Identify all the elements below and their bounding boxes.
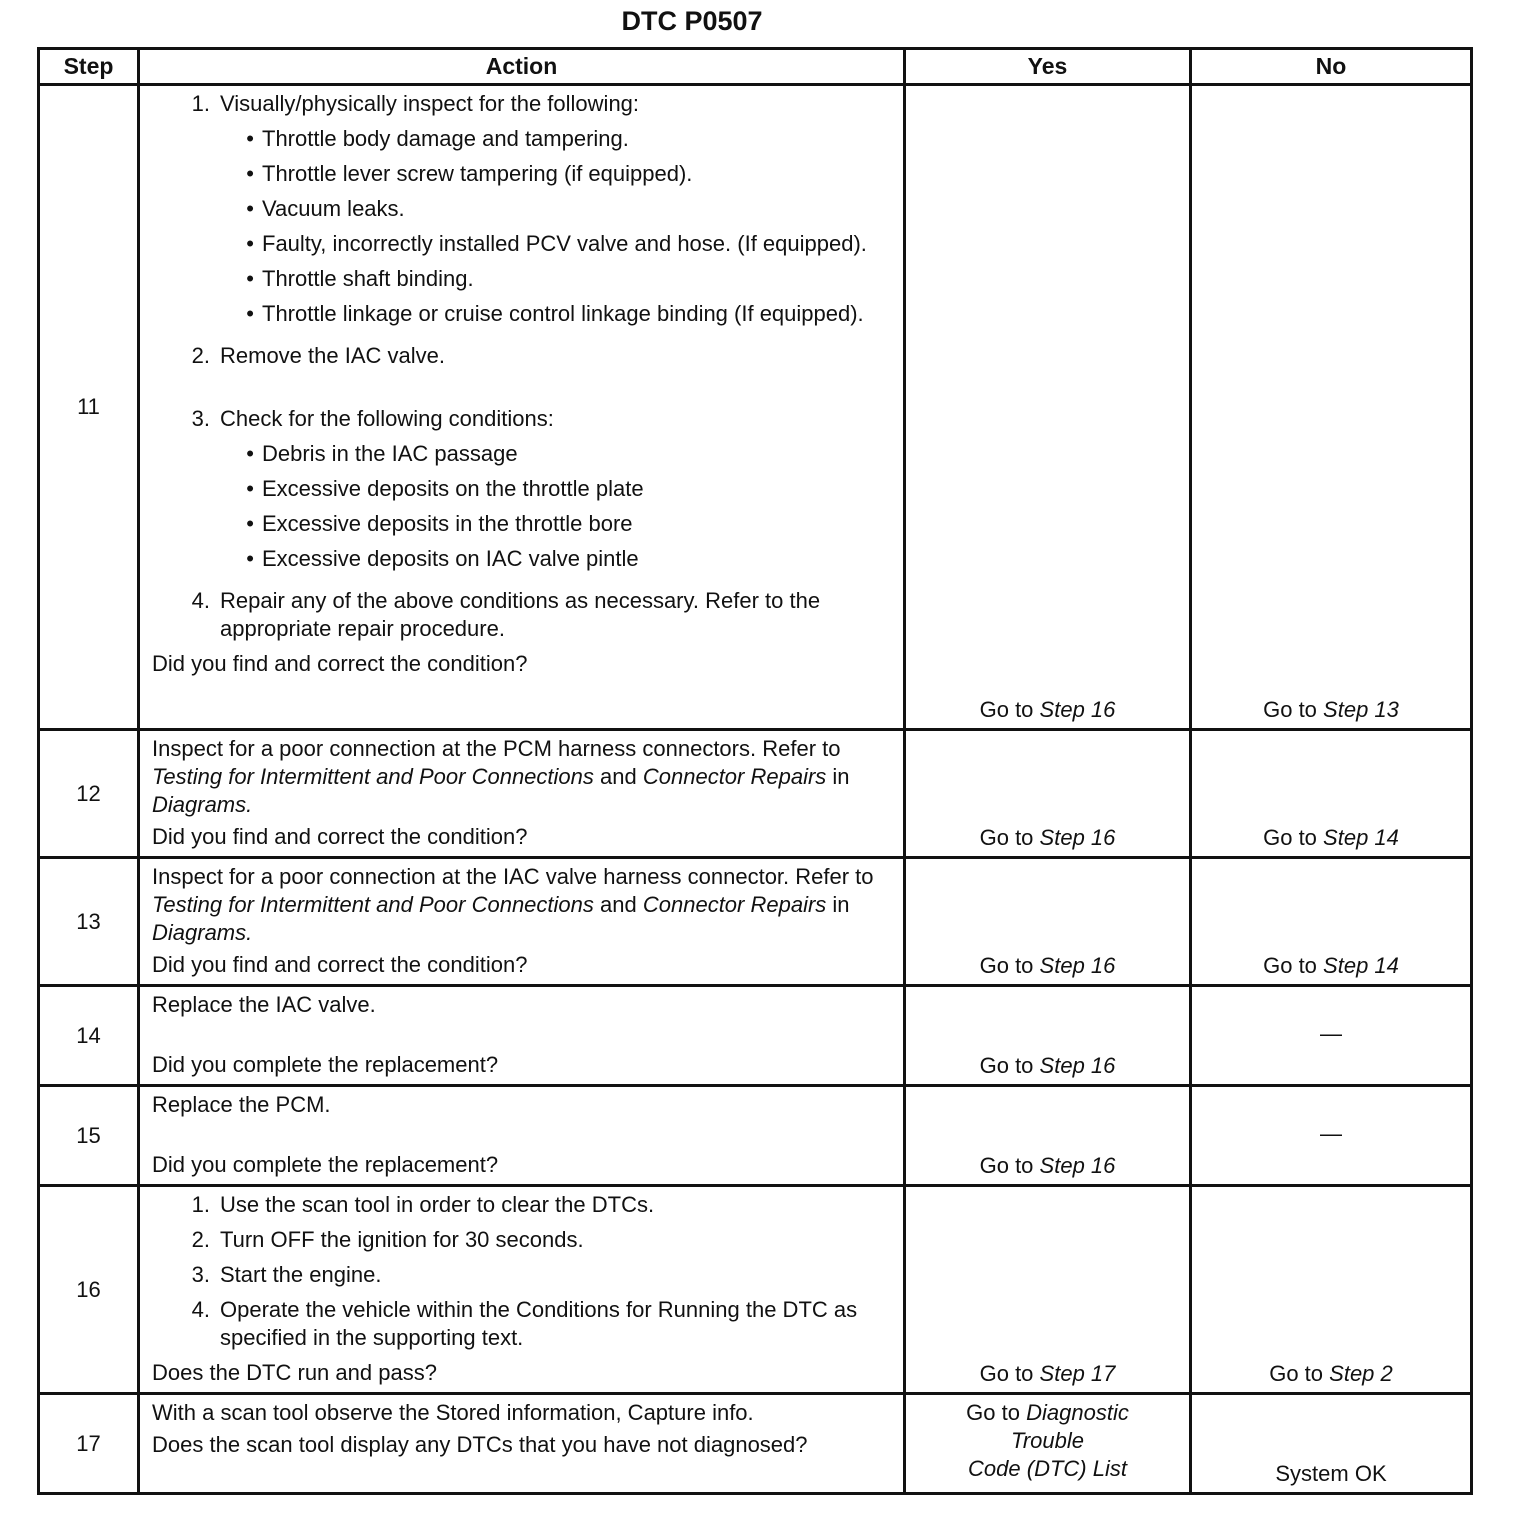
bullet-text: Throttle body damage and tampering. <box>262 126 629 151</box>
goto-label: Go to <box>1269 1361 1324 1386</box>
list-item <box>152 1226 893 1254</box>
yes-cell <box>905 730 1191 858</box>
action-text-part: Inspect for a poor connection at the PCM harness connectors. Refer to <box>152 736 841 761</box>
list-text: Repair any of the above conditions as necessary. Refer to the appropriate repair procedure. <box>220 588 821 641</box>
yes-cell <box>905 986 1191 1086</box>
bullet-text: Vacuum leaks. <box>262 196 405 221</box>
bullet-item: • Throttle body damage and tampering. <box>246 126 629 151</box>
yes-target: Step 16 <box>1039 953 1116 978</box>
step-number: 12 <box>39 730 139 858</box>
action-text <box>152 735 893 819</box>
bullet-item: • Excessive deposits on the throttle plate <box>246 476 644 501</box>
header-no: No <box>1191 49 1472 85</box>
question-text: Did you complete the replacement? <box>152 1052 499 1077</box>
bullet-item: • Excessive deposits in the throttle bore <box>246 511 633 536</box>
list-number: 2. <box>191 1227 210 1252</box>
goto-label: Go to <box>979 1361 1034 1386</box>
list-item <box>152 405 893 580</box>
list-text: Start the engine. <box>220 1262 382 1287</box>
action-cell <box>139 858 905 986</box>
list-text: Operate the vehicle within the Conditions for Running the DTC as specified in the supporting text. <box>220 1297 858 1350</box>
yes-target: Step 16 <box>1039 1153 1116 1178</box>
bullet-text: Excessive deposits on IAC valve pintle <box>262 546 639 571</box>
yes-target: Step 16 <box>1039 697 1116 722</box>
list-text <box>220 90 893 335</box>
no-cell <box>1191 858 1472 986</box>
list-item <box>152 1191 893 1219</box>
goto-label: Go to <box>1263 825 1317 850</box>
step-number: 11 <box>39 85 139 730</box>
step-number: 14 <box>39 986 139 1086</box>
step-number: 16 <box>39 1186 139 1394</box>
ordered-list <box>152 90 893 643</box>
list-number: 3. <box>191 406 210 431</box>
step-number: 17 <box>39 1394 139 1494</box>
yes-target: Step 16 <box>1039 825 1116 850</box>
action-cell <box>139 85 905 730</box>
action-text: With a scan tool observe the Stored information, Capture info. <box>152 1400 754 1425</box>
action-cell <box>139 730 905 858</box>
question-text: Did you find and correct the condition? <box>152 952 528 977</box>
bullet-list <box>220 125 893 328</box>
page-title: DTC P0507 <box>621 6 763 36</box>
yes-target: Diagnostic <box>1026 1400 1129 1425</box>
action-cell <box>139 1086 905 1186</box>
list-text: Remove the IAC valve. <box>220 343 445 368</box>
bullet-item: • Vacuum leaks. <box>246 196 405 221</box>
ordered-list <box>152 1191 893 1352</box>
action-cell <box>139 986 905 1086</box>
question-text: Did you find and correct the condition? <box>152 651 528 676</box>
action-text-part: in <box>832 892 850 917</box>
list-item <box>152 587 893 643</box>
action-text-part: and <box>600 892 637 917</box>
no-cell <box>1191 1186 1472 1394</box>
table-row <box>39 730 1472 858</box>
bullet-text: Throttle lever screw tampering (if equipped). <box>262 161 693 186</box>
yes-target: Trouble <box>1011 1428 1084 1453</box>
reference-link: Diagrams. <box>152 792 253 817</box>
action-text <box>152 863 893 947</box>
bullet-item: • Excessive deposits on IAC valve pintle <box>246 546 639 571</box>
bullet-list <box>220 440 893 573</box>
goto-label: Go to <box>979 1153 1034 1178</box>
action-text-part: Inspect for a poor connection at the IAC valve harness connector. Refer to <box>152 864 874 889</box>
reference-link: Testing for Intermittent and Poor Connections <box>152 764 594 789</box>
list-number: 1. <box>191 91 210 116</box>
list-number: 4. <box>191 1297 210 1322</box>
no-cell <box>1191 730 1472 858</box>
step-number: 13 <box>39 858 139 986</box>
table-row <box>39 986 1472 1086</box>
bullet-text: Faulty, incorrectly installed PCV valve and hose. (If equipped). <box>262 231 867 256</box>
diagnostic-table <box>37 47 1473 1495</box>
question-text: Did you complete the replacement? <box>152 1152 499 1177</box>
list-item <box>152 1296 893 1352</box>
list-text: Turn OFF the ignition for 30 seconds. <box>220 1227 584 1252</box>
bullet-item: • Debris in the IAC passage <box>246 441 518 466</box>
header-action: Action <box>139 49 905 85</box>
reference-link: Connector Repairs <box>642 764 827 789</box>
bullet-item: • Throttle linkage or cruise control linkage binding (If equipped). <box>246 301 864 326</box>
list-number: 2. <box>191 343 210 368</box>
goto-label: Go to <box>979 825 1034 850</box>
yes-cell <box>905 1186 1191 1394</box>
list-number: 4. <box>191 588 210 613</box>
question-text: Does the scan tool display any DTCs that you have not diagnosed? <box>152 1432 808 1457</box>
bullet-item: • Faulty, incorrectly installed PCV valve and hose. (If equipped). <box>246 231 867 256</box>
bullet-item: • Throttle shaft binding. <box>246 266 474 291</box>
header-yes: Yes <box>905 49 1191 85</box>
yes-target: Code (DTC) List <box>968 1456 1127 1481</box>
table-row <box>39 85 1472 730</box>
no-cell: System OK <box>1191 1394 1472 1494</box>
action-cell <box>139 1186 905 1394</box>
yes-target: Step 17 <box>1039 1361 1116 1386</box>
bullet-text: Debris in the IAC passage <box>262 441 518 466</box>
yes-cell <box>905 85 1191 730</box>
list-number: 1. <box>191 1192 210 1217</box>
list-item <box>152 1261 893 1289</box>
no-cell: — <box>1191 1086 1472 1186</box>
goto-label: Go to <box>966 1400 1020 1425</box>
list-text <box>220 405 893 580</box>
reference-link: Diagrams. <box>152 920 253 945</box>
bullet-item: • Throttle lever screw tampering (if equipped). <box>246 161 693 186</box>
yes-cell <box>905 1394 1191 1494</box>
goto-label: Go to <box>979 697 1034 722</box>
list-item <box>152 90 893 335</box>
yes-cell <box>905 1086 1191 1186</box>
no-target: Step 14 <box>1323 825 1399 850</box>
question-text: Does the DTC run and pass? <box>152 1360 437 1385</box>
list-item <box>152 342 893 370</box>
goto-label: Go to <box>979 953 1034 978</box>
no-target: Step 2 <box>1329 1361 1393 1386</box>
step-number: 15 <box>39 1086 139 1186</box>
bullet-text: Throttle linkage or cruise control linkage binding (If equipped). <box>262 301 864 326</box>
action-cell <box>139 1394 905 1494</box>
yes-target: Step 16 <box>1039 1053 1116 1078</box>
reference-link: Testing for Intermittent and Poor Connections <box>152 892 594 917</box>
list-text-content: Check for the following conditions: <box>220 406 554 431</box>
goto-label: Go to <box>979 1053 1034 1078</box>
no-target: Step 14 <box>1323 953 1399 978</box>
no-cell: — <box>1191 986 1472 1086</box>
header-row <box>39 49 1472 85</box>
list-text: Use the scan tool in order to clear the DTCs. <box>220 1192 655 1217</box>
bullet-text: Excessive deposits in the throttle bore <box>262 511 633 536</box>
action-text-part: and <box>600 764 637 789</box>
question-text: Did you find and correct the condition? <box>152 824 528 849</box>
table-row <box>39 1086 1472 1186</box>
table-row <box>39 1394 1472 1494</box>
bullet-text: Excessive deposits on the throttle plate <box>262 476 644 501</box>
action-text: Replace the PCM. <box>152 1092 331 1117</box>
action-text-part: in <box>832 764 850 789</box>
reference-link: Connector Repairs <box>642 892 827 917</box>
table-row <box>39 1186 1472 1394</box>
header-step: Step <box>39 49 139 85</box>
bullet-text: Throttle shaft binding. <box>262 266 474 291</box>
action-text: Replace the IAC valve. <box>152 992 376 1017</box>
goto-label: Go to <box>1263 953 1317 978</box>
table-row <box>39 858 1472 986</box>
goto-label: Go to <box>1263 697 1317 722</box>
list-text-content: Visually/physically inspect for the following: <box>220 91 640 116</box>
list-number: 3. <box>191 1262 210 1287</box>
no-cell <box>1191 85 1472 730</box>
no-target: Step 13 <box>1323 697 1399 722</box>
yes-cell <box>905 858 1191 986</box>
